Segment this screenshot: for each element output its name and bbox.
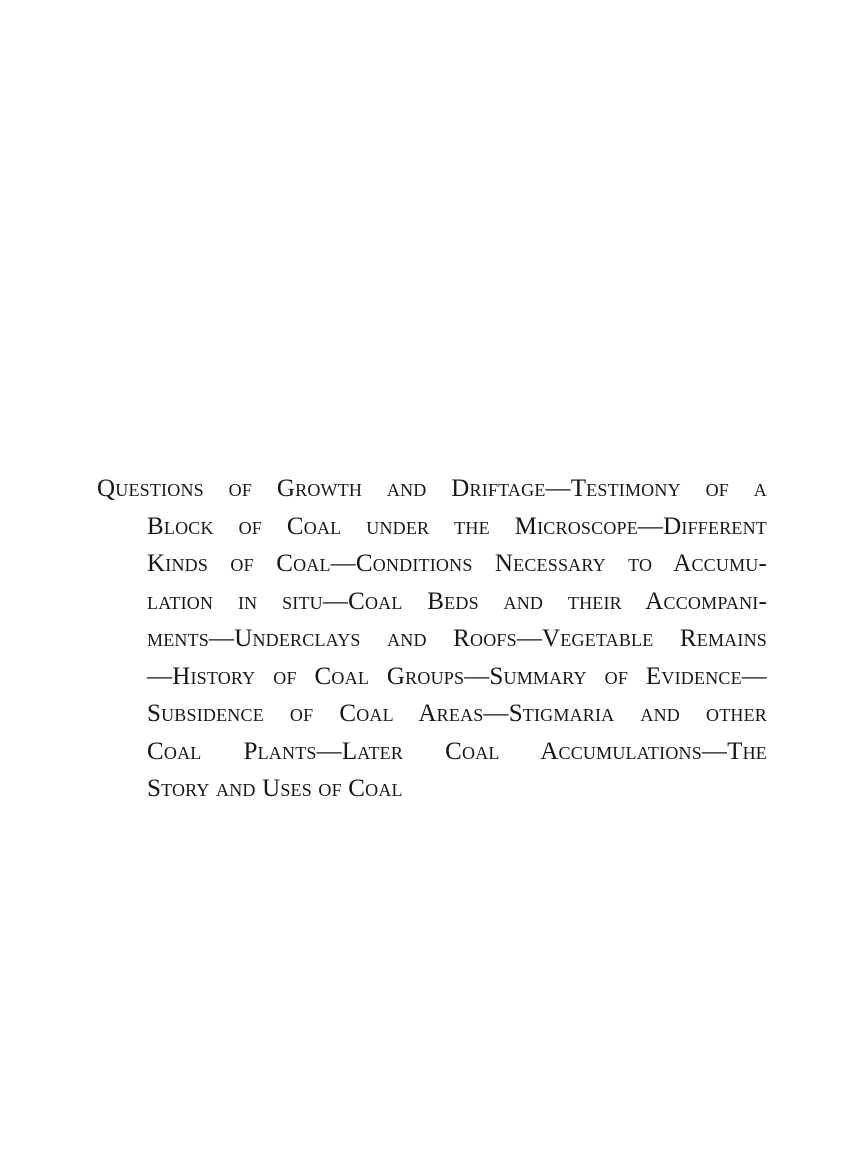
summary-line: ments—Underclays and Roofs—Vegetable Remains <box>147 625 767 652</box>
summary-line: Story and Uses of Coal <box>147 775 403 802</box>
summary-line: —History of Coal Groups—Summary of Evidence— <box>147 662 767 690</box>
summary-line: Block of Coal under the Microscope—Different <box>147 512 767 540</box>
summary-line: lation in situ—Coal Beds and their Accompani- <box>147 587 767 615</box>
chapter-summary <box>97 470 767 808</box>
summary-line: Questions of Growth and Driftage—Testimony of a <box>97 475 767 502</box>
summary-line: Subsidence of Coal Areas—Stigmaria and other <box>147 700 767 727</box>
summary-line: Coal Plants—Later Coal Accumulations—The <box>147 737 767 765</box>
summary-line: Kinds of Coal—Conditions Necessary to Accumu- <box>147 550 767 577</box>
